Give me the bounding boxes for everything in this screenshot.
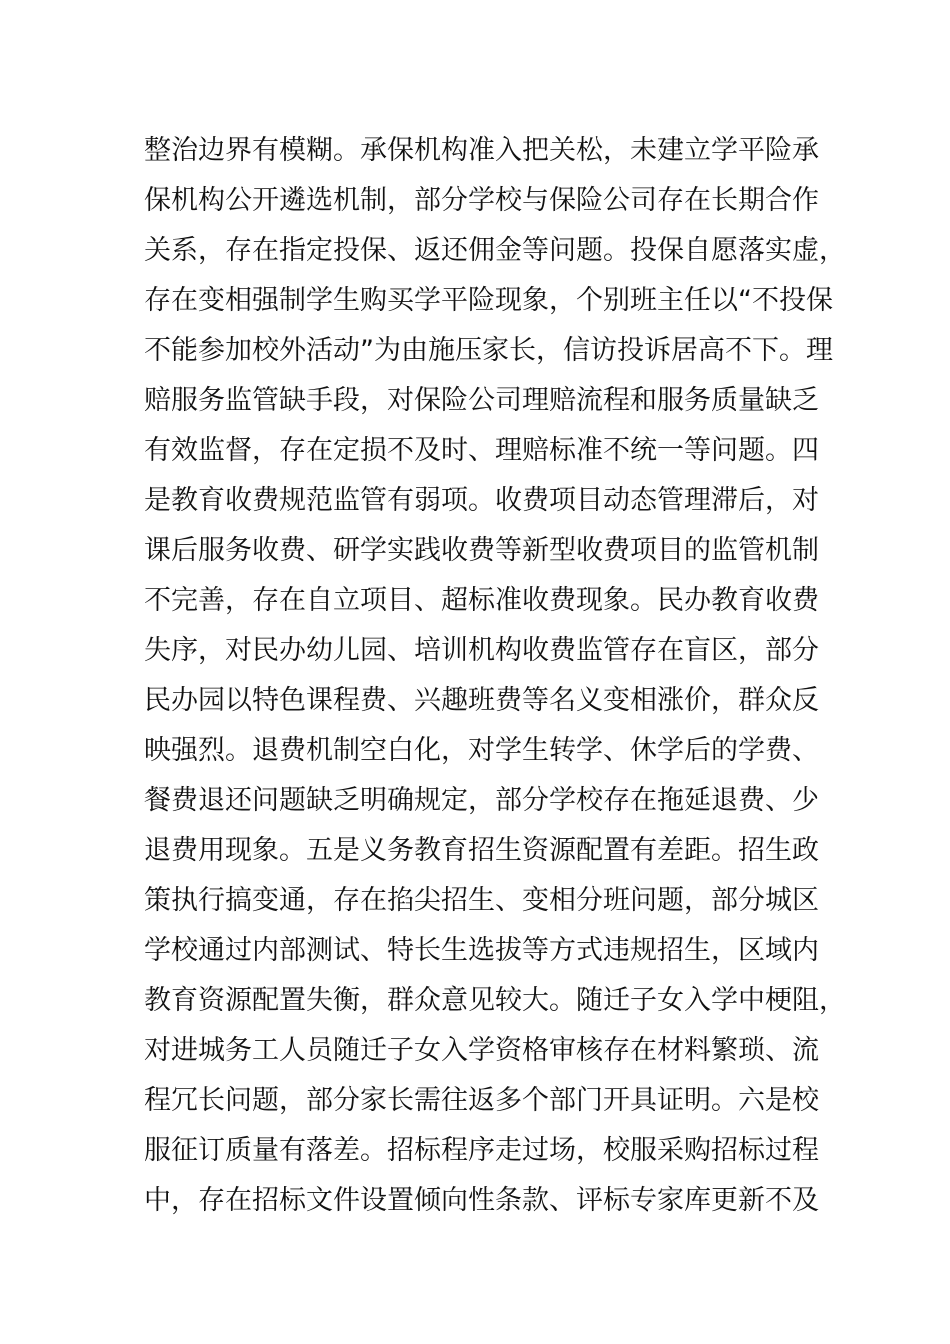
text-line: 保机构公开遴选机制，部分学校与保险公司存在长期合作: [144, 185, 819, 216]
text-line: 对进城务工人员随迁子女入学资格审核存在材料繁琐、流: [144, 1035, 819, 1066]
text-line: 课后服务收费、研学实践收费等新型收费项目的监管机制: [144, 535, 819, 566]
text-line: 民办园以特色课程费、兴趣班费等名义变相涨价，群众反: [144, 685, 819, 716]
text-line: 关系，存在指定投保、返还佣金等问题。投保自愿落实虚，: [144, 235, 846, 266]
text-line: 存在变相强制学生购买学平险现象，个别班主任以“不投保: [144, 285, 833, 316]
text-line: 中，存在招标文件设置倾向性条款、评标专家库更新不及: [144, 1185, 819, 1216]
text-line: 策执行搞变通，存在掐尖招生、变相分班问题，部分城区: [144, 885, 819, 916]
text-line: 赔服务监管缺手段，对保险公司理赔流程和服务质量缺乏: [144, 385, 819, 416]
text-line: 整治边界有模糊。承保机构准入把关松，未建立学平险承: [144, 135, 819, 166]
text-line: 服征订质量有落差。招标程序走过场，校服采购招标过程: [144, 1135, 819, 1166]
text-line: 学校通过内部测试、特长生选拔等方式违规招生，区域内: [144, 935, 819, 966]
text-line: 不完善，存在自立项目、超标准收费现象。民办教育收费: [144, 585, 819, 616]
text-line: 程冗长问题，部分家长需往返多个部门开具证明。六是校: [144, 1085, 819, 1116]
text-line: 不能参加校外活动”为由施压家长，信访投诉居高不下。理: [144, 335, 833, 366]
text-line: 失序，对民办幼儿园、培训机构收费监管存在盲区，部分: [144, 635, 819, 666]
body-text: [144, 126, 846, 1226]
text-line: 是教育收费规范监管有弱项。收费项目动态管理滞后，对: [144, 485, 819, 516]
text-line: 教育资源配置失衡，群众意见较大。随迁子女入学中梗阻，: [144, 985, 846, 1016]
text-line: 退费用现象。五是义务教育招生资源配置有差距。招生政: [144, 835, 819, 866]
text-line: 有效监督，存在定损不及时、理赔标准不统一等问题。四: [144, 435, 819, 466]
text-line: 映强烈。退费机制空白化，对学生转学、休学后的学费、: [144, 735, 819, 766]
text-line: 餐费退还问题缺乏明确规定，部分学校存在拖延退费、少: [144, 785, 819, 816]
